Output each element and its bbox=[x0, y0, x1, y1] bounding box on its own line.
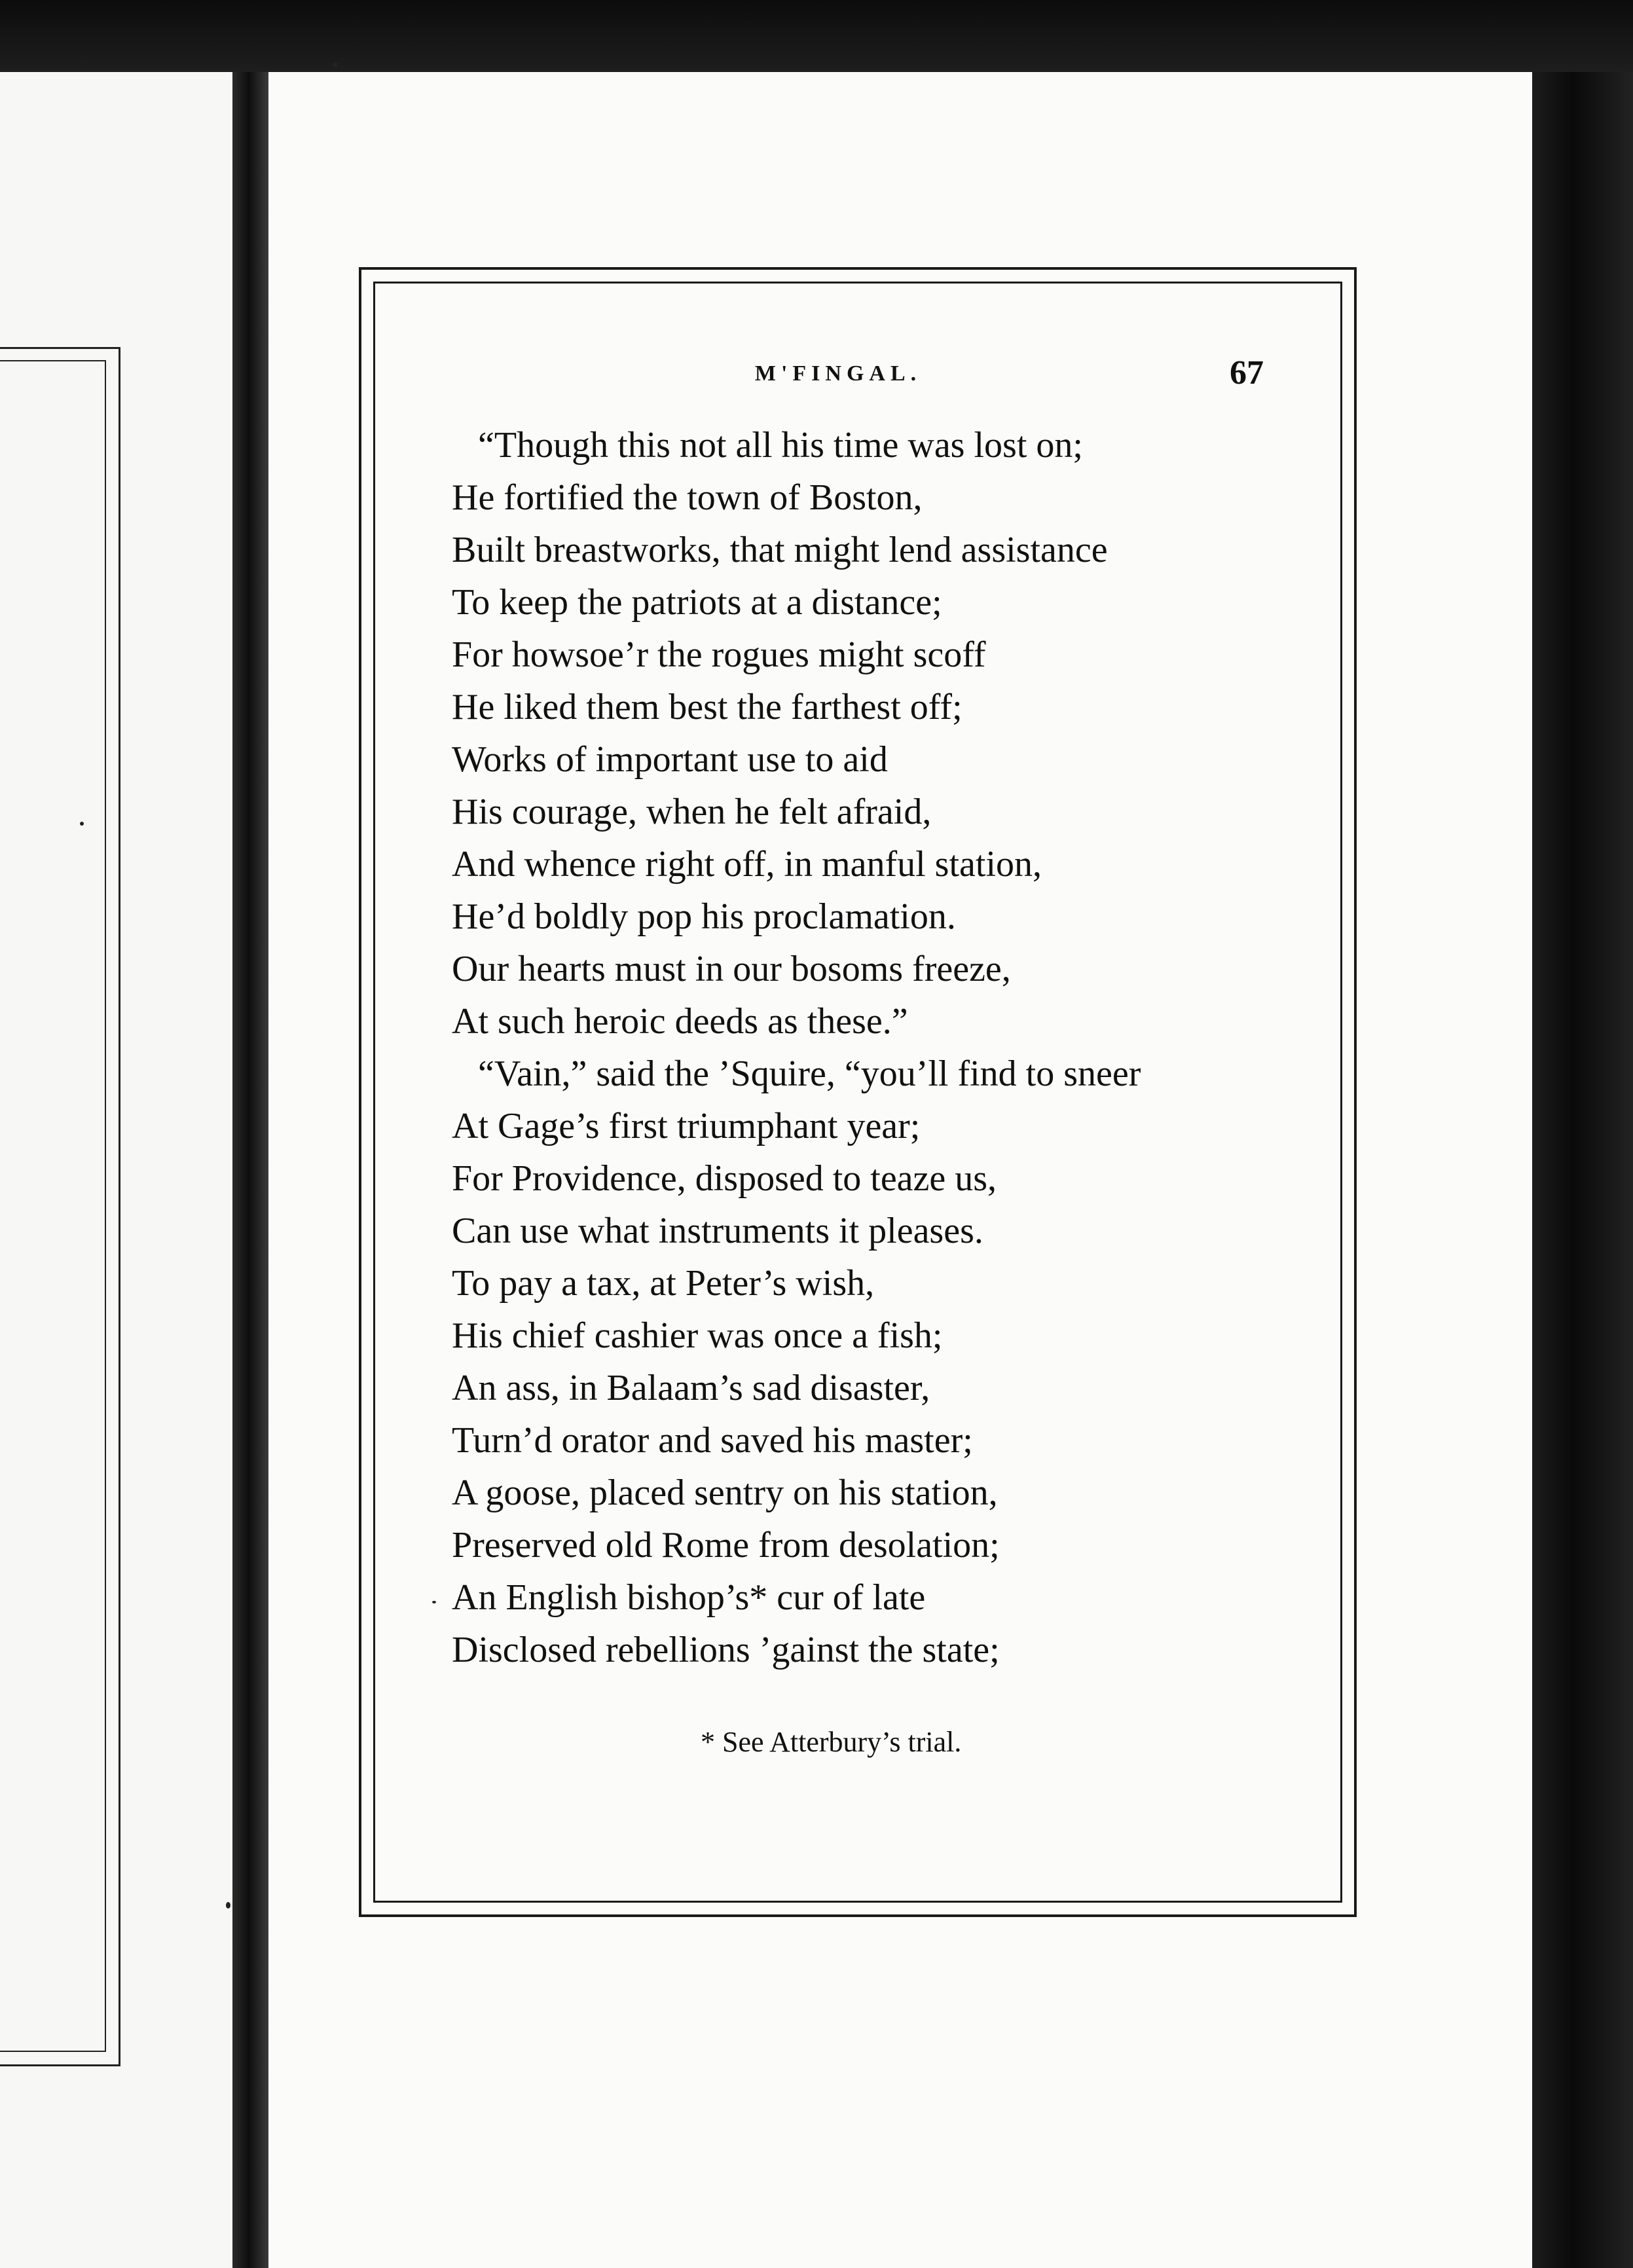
poem-line: To pay a tax, at Peter’s wish, bbox=[452, 1263, 875, 1304]
poem-line: “Vain,” said the ’Squire, “you’ll find to sneer bbox=[478, 1053, 1141, 1094]
poem-line: To keep the patriots at a distance; bbox=[452, 582, 942, 623]
poem-line: An ass, in Balaam’s sad disaster, bbox=[452, 1368, 930, 1408]
book-gutter bbox=[232, 72, 268, 2268]
poem-line: He liked them best the farthest off; bbox=[452, 687, 963, 727]
poem-line: Works of important use to aid bbox=[452, 739, 888, 780]
poem-line: He’d boldly pop his proclamation. bbox=[452, 896, 956, 937]
poem-line: At Gage’s first triumphant year; bbox=[452, 1106, 921, 1146]
poem-line: Turn’d orator and saved his master; bbox=[452, 1420, 973, 1461]
poem-line: At such heroic deeds as these.” bbox=[452, 1001, 908, 1042]
facing-page bbox=[0, 72, 232, 2268]
poem-line: Our hearts must in our bosoms freeze, bbox=[452, 949, 1011, 989]
scan-background bbox=[0, 0, 1633, 72]
poem-line: His chief cashier was once a fish; bbox=[452, 1315, 943, 1356]
scan-speck bbox=[80, 822, 84, 826]
poem-line: An English bishop’s* cur of late bbox=[452, 1577, 926, 1618]
poem-line: Preserved old Rome from desolation; bbox=[452, 1525, 1000, 1565]
poem-line: And whence right off, in manful station, bbox=[452, 844, 1042, 885]
poem-line: For howsoe’r the rogues might scoff bbox=[452, 634, 986, 675]
poem-line: Can use what instruments it pleases. bbox=[452, 1211, 983, 1251]
poem-line: His courage, when he felt afraid, bbox=[452, 792, 932, 832]
poem-line: A goose, placed sentry on his station, bbox=[452, 1472, 998, 1513]
poem-text bbox=[452, 419, 1303, 1676]
facing-page-inner-frame bbox=[0, 360, 106, 2052]
footnote: * See Atterbury’s trial. bbox=[701, 1726, 962, 1758]
poem-line: He fortified the town of Boston, bbox=[452, 477, 923, 518]
scan-speck bbox=[226, 1902, 230, 1909]
page-number: 67 bbox=[1230, 354, 1264, 392]
scan-speck bbox=[333, 62, 338, 67]
poem-line: For Providence, disposed to teaze us, bbox=[452, 1158, 997, 1199]
poem-line: “Though this not all his time was lost on; bbox=[478, 425, 1083, 466]
page-edge bbox=[1532, 72, 1633, 2268]
running-head: M'FINGAL. bbox=[754, 361, 922, 386]
poem-line: Built breastworks, that might lend assistance bbox=[452, 530, 1108, 570]
scan-speck bbox=[432, 1601, 436, 1603]
poem-line: Disclosed rebellions ’gainst the state; bbox=[452, 1630, 1000, 1670]
